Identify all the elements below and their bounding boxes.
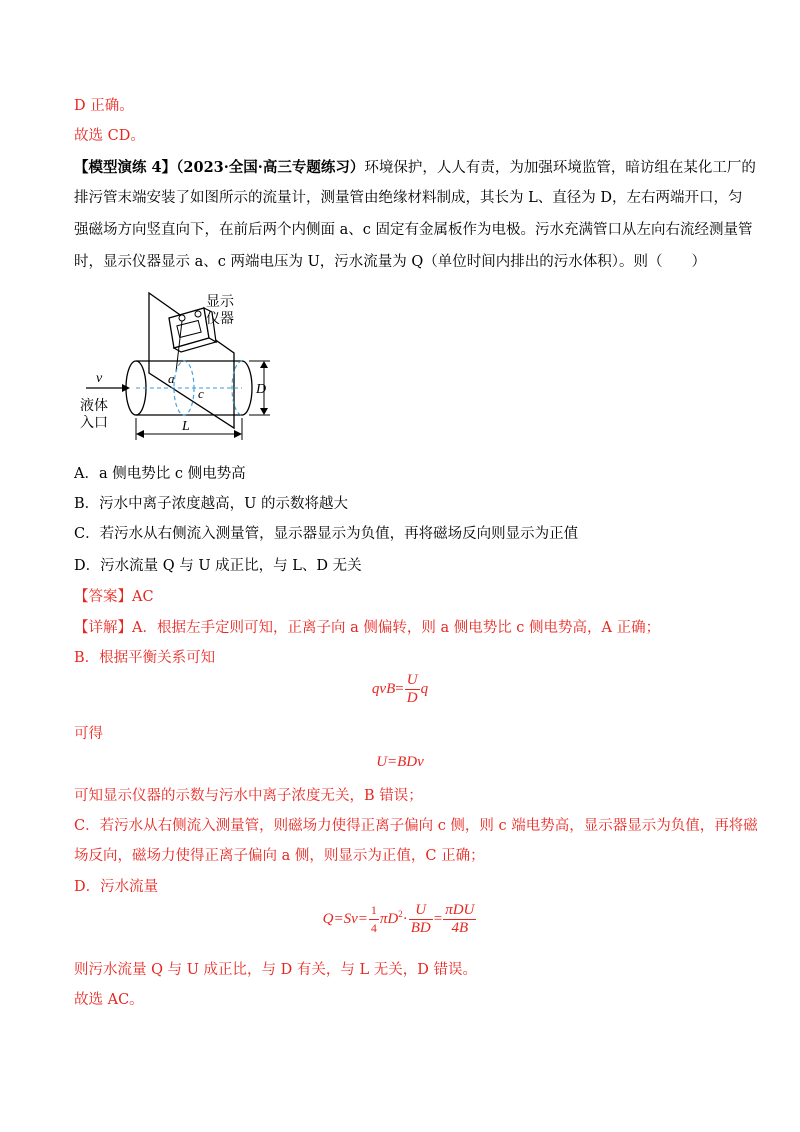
- terminal-right: [195, 311, 201, 317]
- solution-line-8: 则污水流量 Q 与 U 成正比，与 D 有关，与 L 无关，D 错误。: [74, 962, 477, 978]
- problem-line-3: 强磁场方向竖直向下，在前后两个内侧面 a、c 固定有金属板作为电极。污水充满管口从左向右流经测量管: [74, 222, 753, 238]
- option-a: A．a 侧电势比 c 侧电势高: [74, 466, 246, 482]
- problem-line-2: 排污管末端安装了如图所示的流量计，测量管由绝缘材料制成，其长为 L、直径为 D，左右两端开口，匀: [74, 190, 743, 206]
- problem-source: （2023·全国·高三专题练习）: [176, 159, 365, 176]
- solution-line-3: 可得: [74, 726, 103, 742]
- solution-line-4: 可知显示仪器的示数与污水中离子浓度无关，B 错误；: [74, 788, 423, 804]
- display-label-1: 显示: [206, 294, 234, 310]
- inlet-label-2: 入口: [80, 415, 108, 431]
- solution-line-6: 场反向，磁场力使得正离子偏向 a 侧，则显示为正值，C 正确；: [74, 848, 485, 864]
- inlet-label-1: 液体: [80, 398, 108, 414]
- answer-text: 【答案】AC: [74, 589, 154, 605]
- solution-line-7: D．污水流量: [74, 879, 159, 895]
- problem-text-1: 环境保护，人人有责，为加强环境监管，暗访组在某化工厂的: [364, 160, 756, 176]
- equation-3: Q=Sv= $\frac{1}{4}$ $\pi D^2\cdot$ $\frac{U}{BD}$ = $\frac{\text{πDU}}{4B}$: [322, 902, 475, 936]
- diameter-label: D: [256, 382, 267, 397]
- cross-section: [174, 361, 194, 415]
- problem-tag: 【模型演练 4】: [74, 159, 177, 176]
- solution-line-9: 故选 AC。: [74, 992, 144, 1008]
- problem-line-1: [74, 158, 756, 178]
- option-d: D．污水流量 Q 与 U 成正比，与 L、D 无关: [74, 558, 362, 574]
- option-b: B．污水中离子浓度越高，U 的示数将越大: [74, 496, 348, 512]
- text-choose-cd: 故选 CD。: [74, 128, 145, 144]
- solution-line-1: 【详解】A．根据左手定则可知，正离子向 a 侧偏转，则 a 侧电势比 c 侧电势高，A 正确；: [74, 620, 661, 636]
- solution-line-5: C．若污水从右侧流入测量管，则磁场力使得正离子偏向 c 侧，则 c 端电势高，显示器显示为负值，再将磁: [74, 818, 758, 834]
- equation-2: U=BDv: [376, 754, 424, 770]
- velocity-label: v: [96, 371, 103, 386]
- length-label: L: [182, 419, 190, 434]
- flowmeter-figure: [74, 288, 294, 448]
- display-label-2: 仪器: [206, 311, 234, 327]
- terminal-left: [179, 315, 185, 321]
- problem-line-4: 时，显示仪器显示 a、c 两端电压为 U，污水流量为 Q（单位时间内排出的污水体积）。则（ ）: [74, 254, 707, 270]
- electrode-a-label: a: [168, 371, 175, 386]
- solution-line-2: B．根据平衡关系可知: [74, 650, 216, 666]
- equation-1: qvB= $\frac{U}{D}$ q: [371, 672, 429, 706]
- option-c: C．若污水从右侧流入测量管，显示器显示为负值，再将磁场反向则显示为正值: [74, 526, 579, 542]
- text-d-correct: D 正确。: [74, 98, 134, 114]
- electrode-c-label: c: [198, 386, 204, 401]
